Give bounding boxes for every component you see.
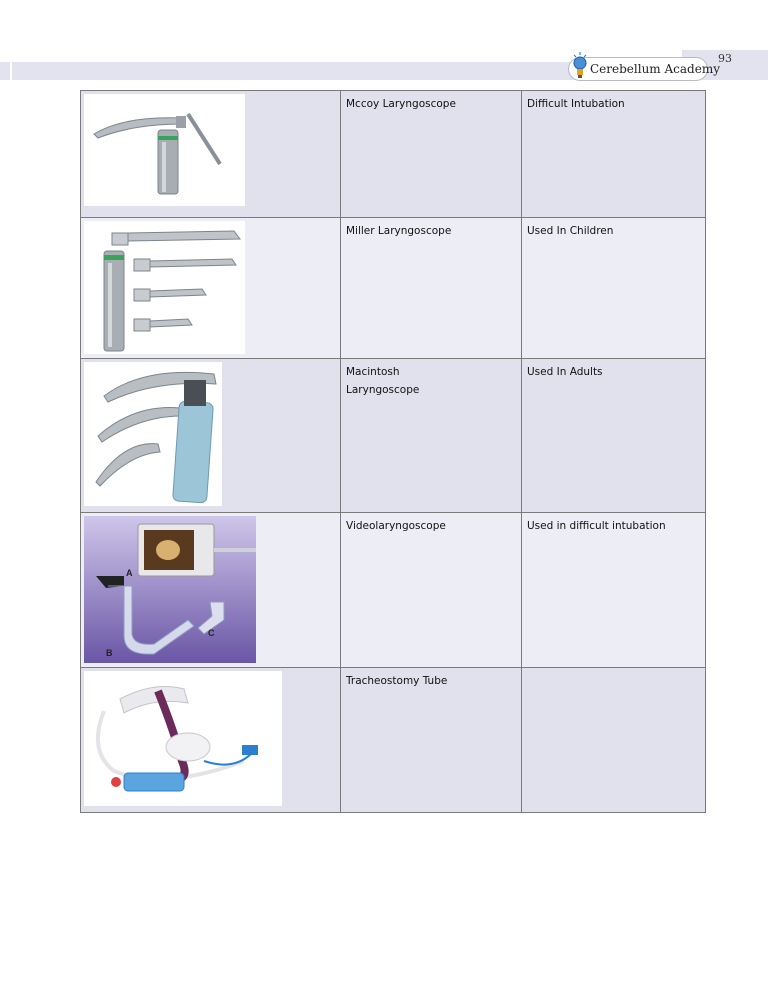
table-row — [81, 91, 706, 218]
equipment-name: Miller Laryngoscope — [346, 225, 452, 237]
image-cell — [81, 359, 341, 513]
image-cell — [81, 513, 341, 668]
miller-laryngoscope-image — [84, 221, 245, 354]
image-cell — [81, 668, 341, 813]
equipment-name-line: Macintosh — [346, 366, 400, 378]
table-row — [81, 668, 706, 813]
equipment-use: Difficult Intubation — [527, 98, 625, 110]
equipment-name: Tracheostomy Tube — [346, 675, 448, 687]
header-notch — [10, 62, 12, 80]
image-cell — [81, 91, 341, 218]
mccoy-laryngoscope-image — [84, 94, 245, 206]
macintosh-laryngoscope-image — [84, 362, 222, 506]
equipment-name: Mccoy Laryngoscope — [346, 98, 456, 110]
label-c: C — [208, 628, 215, 638]
table-row — [81, 359, 706, 513]
page-number: 93 — [718, 52, 732, 65]
equipment-name-line: Laryngoscope — [346, 384, 420, 396]
videolaryngoscope-image — [84, 516, 256, 663]
equipment-name — [341, 359, 521, 399]
brand-name: Cerebellum Academy — [590, 62, 720, 76]
equipment-table — [80, 90, 706, 813]
equipment-use: Used In Children — [527, 225, 614, 237]
label-a: A — [126, 568, 133, 578]
tracheostomy-tube-image — [84, 671, 282, 806]
equipment-use: Used in difficult intubation — [527, 520, 666, 532]
label-b: B — [106, 648, 113, 658]
equipment-name: Videolaryngoscope — [346, 520, 446, 532]
table-row — [81, 513, 706, 668]
table-row — [81, 218, 706, 359]
equipment-use: Used In Adults — [527, 366, 603, 378]
image-cell — [81, 218, 341, 359]
equipment-use — [522, 668, 705, 672]
lightbulb-logo-icon — [572, 52, 588, 82]
